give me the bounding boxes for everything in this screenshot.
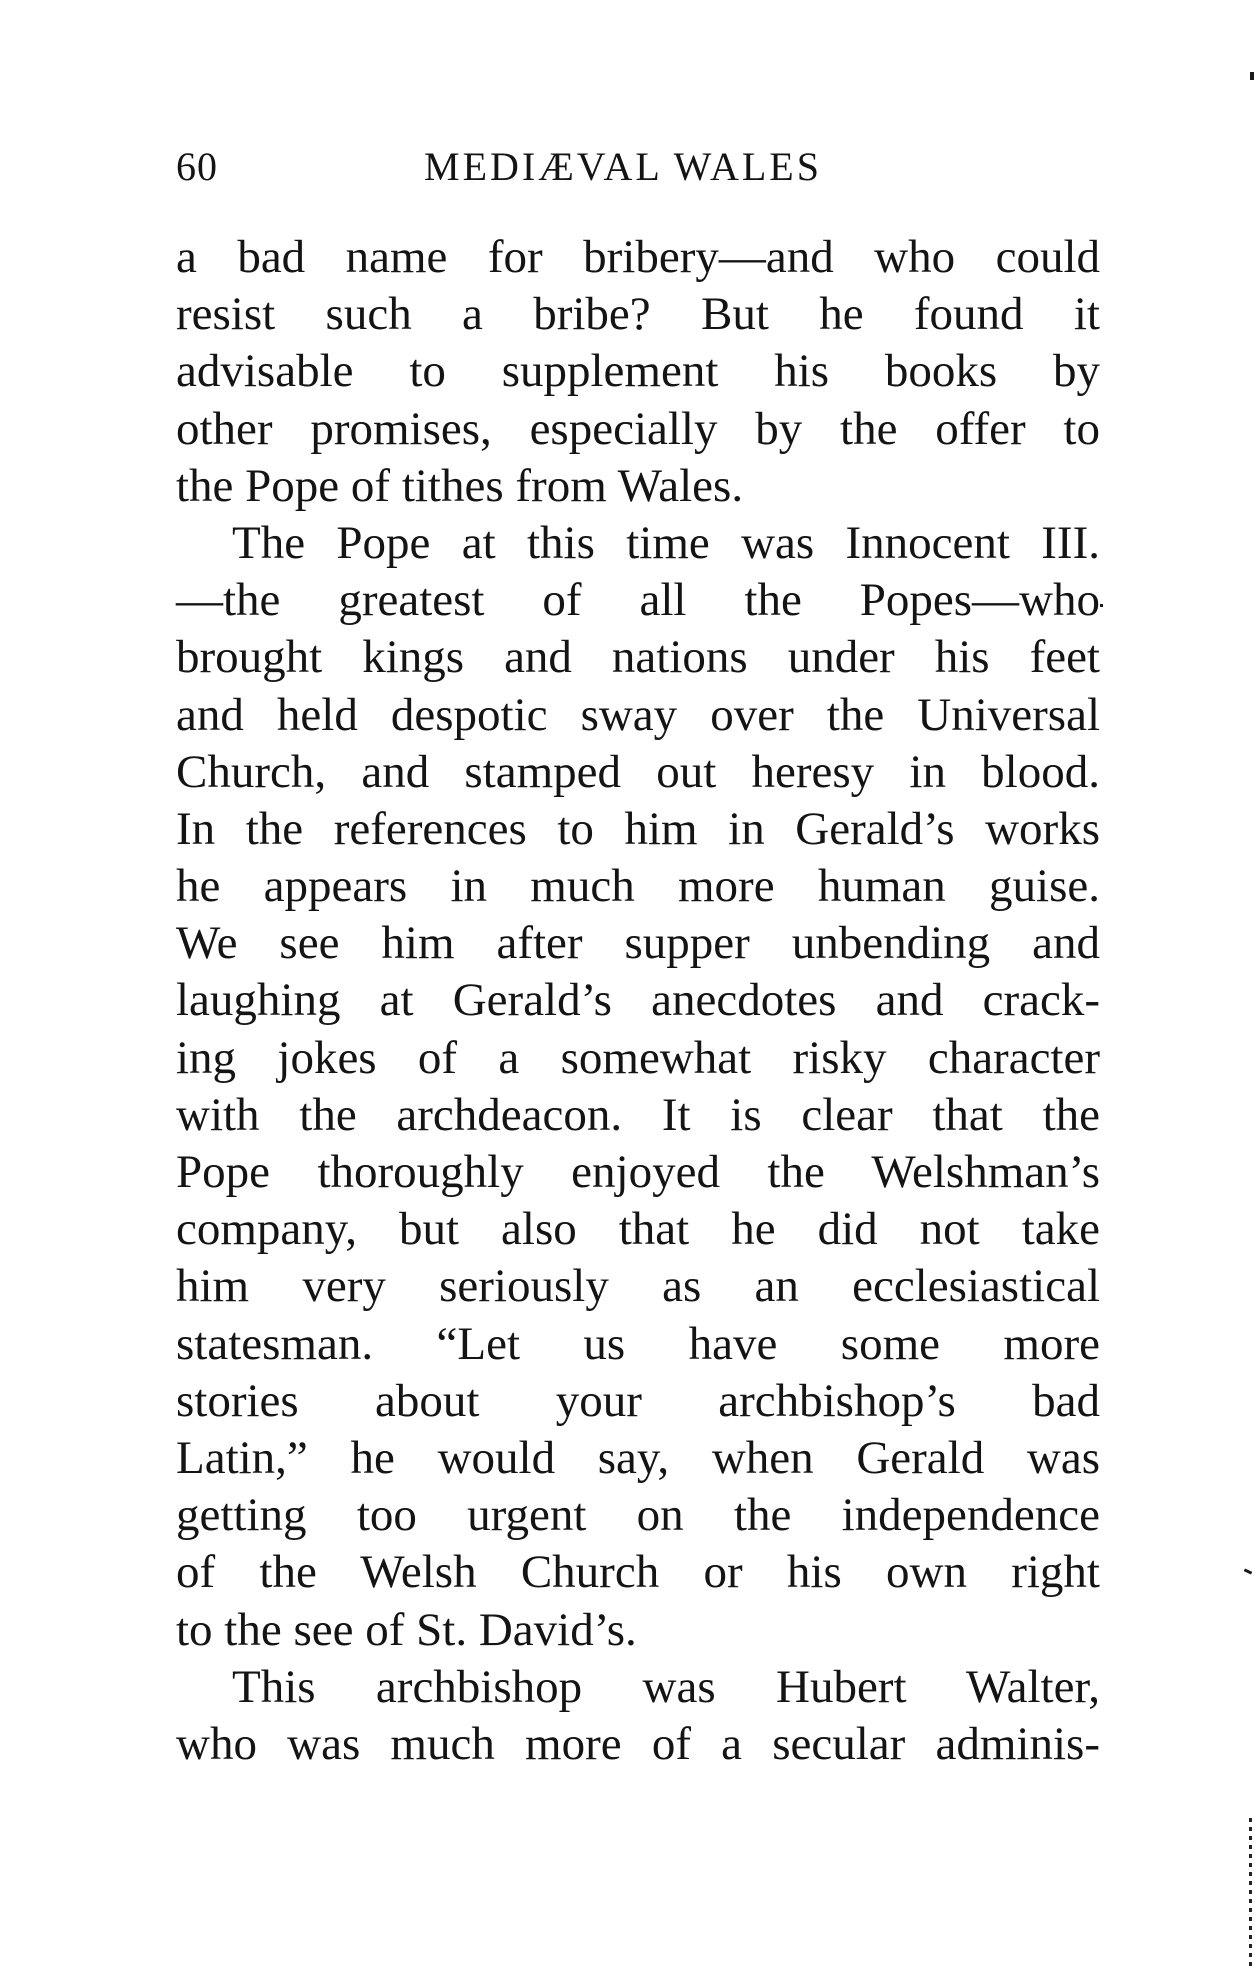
text-line: company, but also that he did not take bbox=[176, 1203, 1100, 1256]
text-line: getting too urgent on the independence bbox=[176, 1489, 1100, 1542]
running-head: MEDIÆVAL WALES bbox=[424, 144, 822, 189]
paragraph-start-line: The Pope at this time was Innocent III. bbox=[232, 516, 1100, 569]
text-line: Latin,” he would say, when Gerald was bbox=[176, 1431, 1100, 1484]
text-line: ing jokes of a somewhat risky character bbox=[176, 1031, 1100, 1084]
body-text bbox=[176, 229, 1100, 1773]
text-line: In the references to him in Gerald’s works bbox=[176, 802, 1100, 855]
text-line: resist such a bribe? But he found it bbox=[176, 288, 1100, 341]
text-line: who was much more of a secular adminis- bbox=[176, 1717, 1100, 1770]
text-line: We see him after supper unbending and bbox=[176, 917, 1100, 970]
text-line: statesman. “Let us have some more bbox=[176, 1317, 1100, 1370]
scan-speck bbox=[1244, 1568, 1253, 1574]
text-line: him very seriously as an ecclesiastical bbox=[176, 1260, 1100, 1313]
paragraph-start-line: This archbishop was Hubert Walter, bbox=[232, 1660, 1100, 1713]
text-line: stories about your archbishop’s bad bbox=[176, 1374, 1100, 1427]
text-line: other promises, especially by the offer to bbox=[176, 402, 1100, 455]
text-line: a bad name for bribery—and who could bbox=[176, 231, 1100, 283]
text-line: laughing at Gerald’s anecdotes and crack- bbox=[176, 974, 1100, 1027]
text-line: and held despotic sway over the Universal bbox=[176, 688, 1100, 741]
text-line: the Pope of tithes from Wales. bbox=[176, 459, 744, 512]
text-line: brought kings and nations under his feet bbox=[176, 631, 1100, 684]
text-line: with the archdeacon. It is clear that the bbox=[176, 1088, 1100, 1141]
scan-speck bbox=[1250, 72, 1254, 80]
text-line: —the greatest of all the Popes—who bbox=[176, 574, 1100, 627]
page-edge-shadow bbox=[1249, 1818, 1252, 1968]
text-line: advisable to supplement his books by bbox=[176, 345, 1100, 398]
text-line: of the Welsh Church or his own right bbox=[176, 1546, 1100, 1599]
page-number: 60 bbox=[176, 144, 218, 189]
text-line: Church, and stamped out heresy in blood. bbox=[176, 745, 1100, 798]
text-line: Pope thoroughly enjoyed the Welshman’s bbox=[176, 1146, 1100, 1198]
scan-speck bbox=[1100, 604, 1103, 607]
text-line: to the see of St. David’s. bbox=[176, 1603, 637, 1656]
text-line: he appears in much more human guise. bbox=[176, 860, 1100, 913]
